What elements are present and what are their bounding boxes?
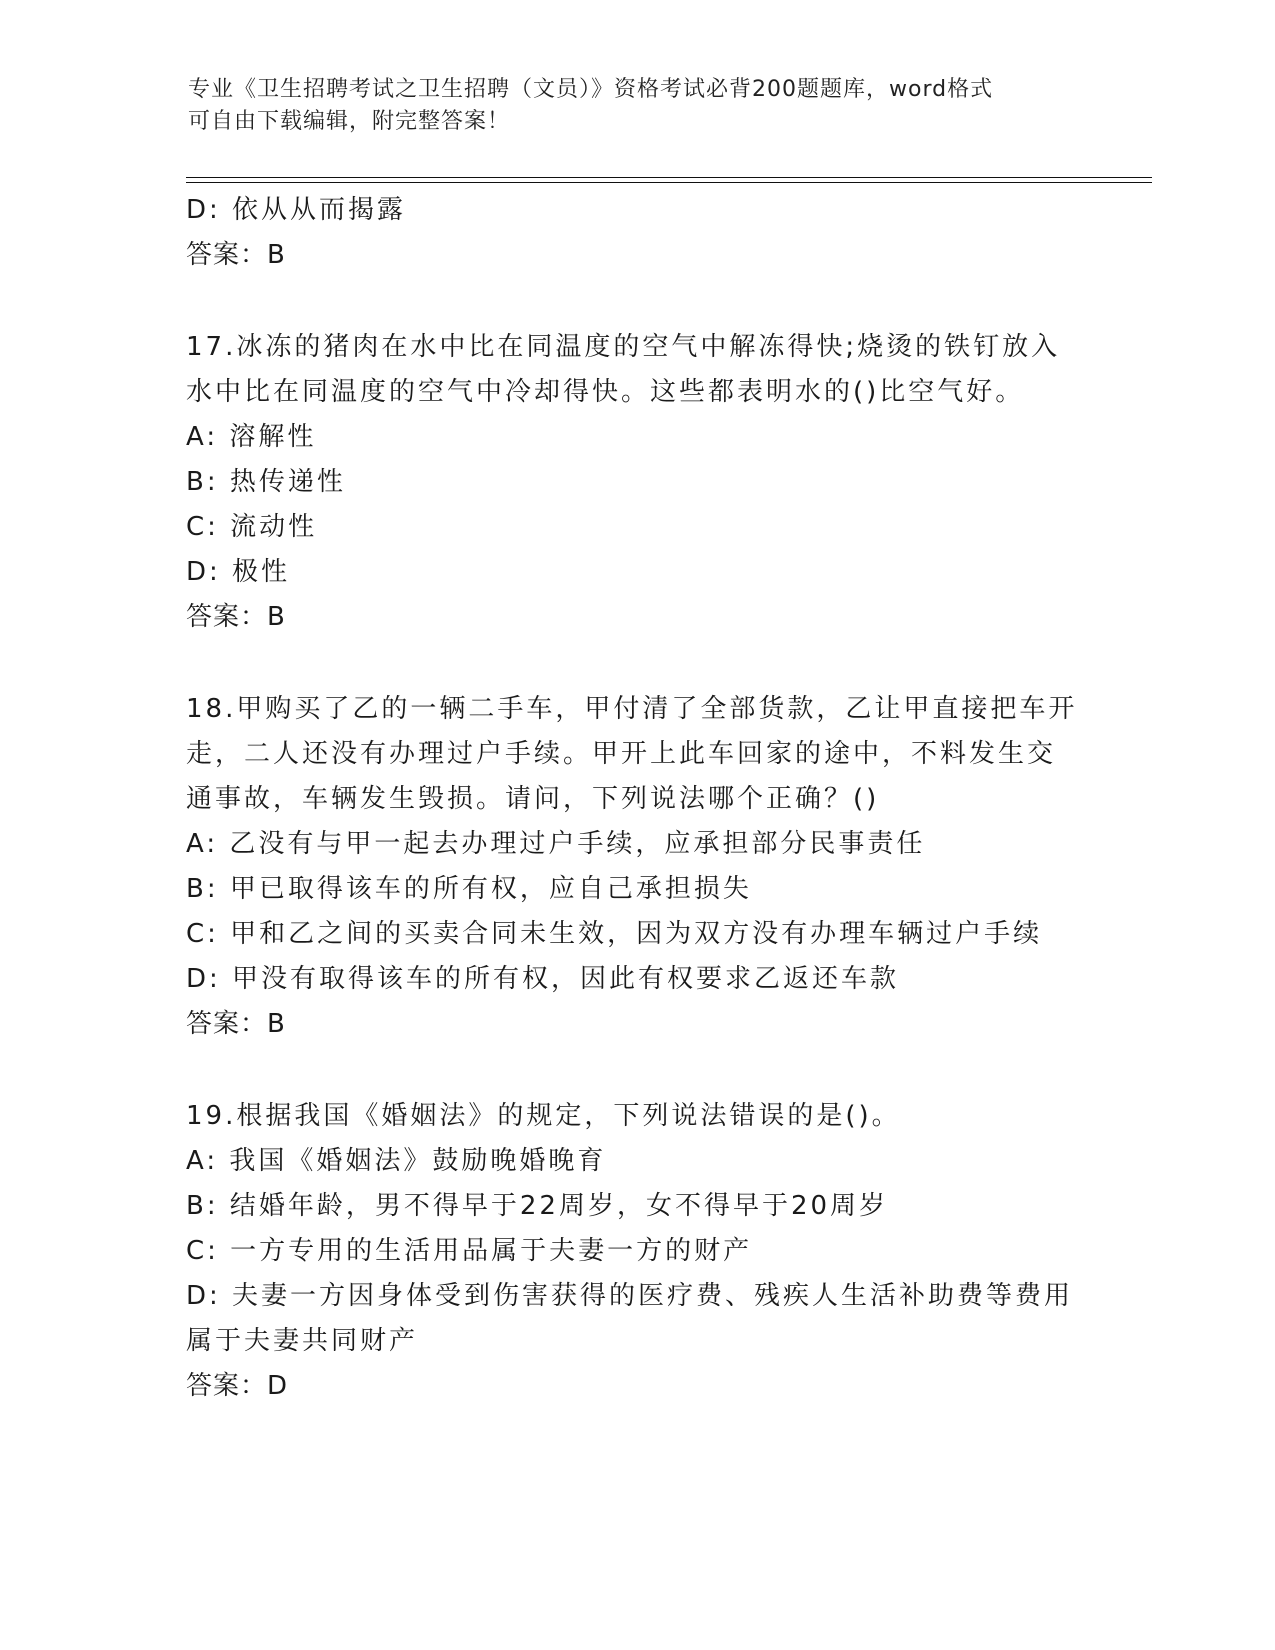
previous-question-tail [186, 188, 1086, 278]
option-c: C: 甲和乙之间的买卖合同未生效，因为双方没有办理车辆过户手续 [186, 919, 1043, 949]
question-stem-line: 通事故，车辆发生毁损。请问，下列说法哪个正确？() [186, 784, 880, 814]
answer: 答案：B [186, 1009, 286, 1039]
document-body [186, 188, 1086, 1409]
option-d-continued: 属于夫妻共同财产 [186, 1326, 419, 1356]
header-rule-top [186, 177, 1152, 178]
question-18 [186, 687, 1086, 1047]
header-rule-bottom [186, 182, 1152, 183]
answer: 答案：B [186, 240, 286, 270]
option-b: B: 热传递性 [186, 467, 346, 497]
question-17 [186, 325, 1086, 640]
option-b: B: 结婚年龄，男不得早于22周岁，女不得早于20周岁 [186, 1191, 889, 1221]
option-a: A: 乙没有与甲一起去办理过户手续，应承担部分民事责任 [186, 829, 926, 859]
header-line-2: 可自由下载编辑，附完整答案！ [188, 109, 511, 134]
option-a: A: 我国《婚姻法》鼓励晚婚晚育 [186, 1146, 607, 1176]
question-19 [186, 1094, 1086, 1409]
option-c: C: 流动性 [186, 512, 318, 542]
question-stem-line: 17.冰冻的猪肉在水中比在同温度的空气中解冻得快;烧烫的铁钉放入 [186, 332, 1061, 362]
option-b: B: 甲已取得该车的所有权，应自己承担损失 [186, 874, 752, 904]
question-stem-line: 走，二人还没有办理过户手续。甲开上此车回家的途中，不料发生交 [186, 739, 1057, 769]
option-d: D: 甲没有取得该车的所有权，因此有权要求乙返还车款 [186, 964, 900, 994]
question-stem-line: 18.甲购买了乙的一辆二手车，甲付清了全部货款，乙让甲直接把车开 [186, 694, 1078, 724]
answer: 答案：D [186, 1371, 289, 1401]
document-header [188, 74, 1068, 138]
header-line-1: 专业《卫生招聘考试之卫生招聘（文员）》资格考试必背200题题库，word格式 [188, 77, 994, 102]
option-c: C: 一方专用的生活用品属于夫妻一方的财产 [186, 1236, 753, 1266]
option-a: A: 溶解性 [186, 422, 317, 452]
option-d: D: 依从从而揭露 [186, 195, 407, 225]
option-d: D: 极性 [186, 557, 291, 587]
answer: 答案：B [186, 602, 286, 632]
option-d: D: 夫妻一方因身体受到伤害获得的医疗费、残疾人生活补助费等费用 [186, 1281, 1074, 1311]
question-stem-line: 水中比在同温度的空气中冷却得快。这些都表明水的()比空气好。 [186, 377, 1025, 407]
question-stem-line: 19.根据我国《婚姻法》的规定，下列说法错误的是()。 [186, 1101, 901, 1131]
